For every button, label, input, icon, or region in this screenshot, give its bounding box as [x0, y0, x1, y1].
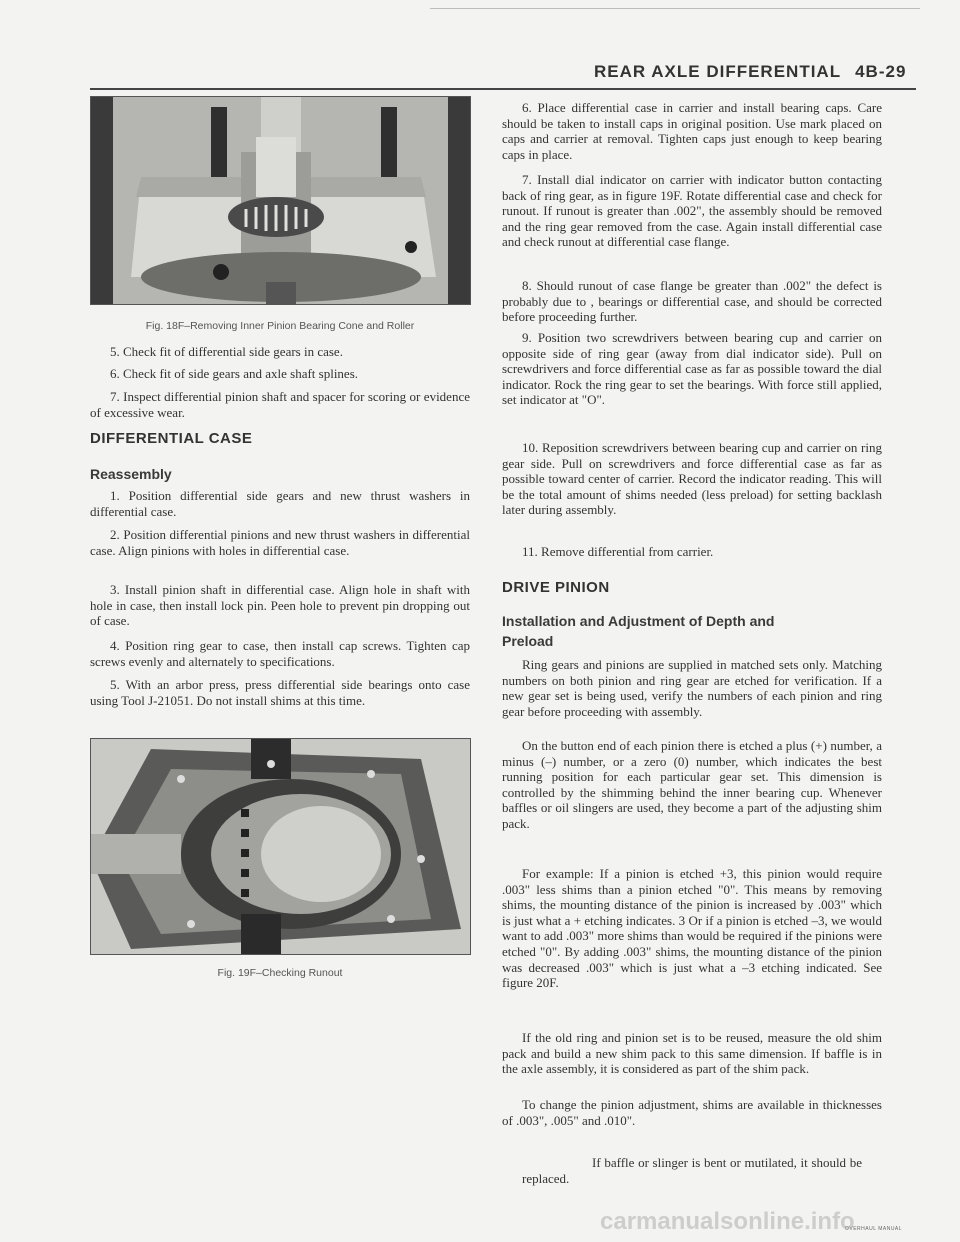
inspect-step-6: 6. Check fit of side gears and axle shaft splines.: [110, 366, 359, 381]
pinion-paragraph-1: Ring gears and pinions are supplied in matched sets only. Matching numbers on both pinion and ring gear are etched for verification. If a new gear set is being used, verify the numbers of each pinion and ring gear before proceeding with assembly.: [502, 657, 882, 719]
reassembly-step-3: 3. Install pinion shaft in differential case. Align hole in shaft with hole in case, then install lock pin. Peen hole to prevent pin dropping out of case.: [90, 582, 470, 629]
header-title: REAR AXLE DIFFERENTIAL: [594, 62, 842, 81]
watermark-text: carmanualsonline.info: [600, 1208, 855, 1235]
figure-19f-caption: Fig. 19F–Checking Runout: [217, 967, 343, 979]
figure-19f-photo: [90, 738, 471, 955]
subheading-installation-line1: Installation and Adjustment of Depth and: [502, 613, 775, 629]
pinion-paragraph-6: If baffle or slinger is bent or mutilated, it should be replaced.: [522, 1155, 862, 1186]
reassembly-step-4: 4. Position ring gear to case, then install cap screws. Tighten cap screws evenly and alternately to specifications.: [90, 638, 470, 669]
pinion-paragraph-4: If the old ring and pinion set is to be reused, measure the old shim pack and build a new shim pack to this same dimension. If baffle is in the axle assembly, it is considered as part of the shim pack.: [502, 1030, 882, 1077]
pinion-paragraph-2: On the button end of each pinion there is etched a plus (+) number, a minus (–) number, or a zero (0) number, which indicates the best running position for each particular gear set. This dimension is controlled by the shimming behind the inner bearing cup. Whenever baffles or oil slingers are used, they become a part of the adjusting shim pack.: [502, 738, 882, 831]
section-heading-differential-case: DIFFERENTIAL CASE: [90, 430, 253, 447]
carrier-step-10: 10. Reposition screwdrivers between bearing cup and carrier on ring gear side. Pull on screwdrivers and force differential case as far as possible toward center of carrier. Record the indicator reading. This will be the total amount of shims needed (less preload) for setting backlash later during assembly.: [502, 440, 882, 518]
subheading-installation-line2: Preload: [502, 633, 554, 649]
figure-18f-photo: [90, 96, 471, 305]
carrier-step-8: 8. Should runout of case flange be greater than .002" the defect is probably due to , bearings or differential case, and should be corrected before proceeding further.: [502, 278, 882, 325]
reassembly-step-5: 5. With an arbor press, press differential side bearings onto case using Tool J-21051. Do not install shims at this time.: [90, 677, 470, 708]
carrier-step-6: 6. Place differential case in carrier and install bearing caps. Care should be taken to install caps in original position. Use mark placed on caps and carrier at removal. Tighten caps just enough to keep bearing caps in place.: [502, 100, 882, 162]
runout-check-illustration: [91, 739, 470, 954]
carrier-step-9: 9. Position two screwdrivers between bearing cup and carrier on opposite side of ring gear (away from dial indicator side). Pull on screwdrivers and force differential case as far as possible toward the dial indicator. Rock the ring gear to set the bearings. With force still applied, set indicator at "O".: [502, 330, 882, 408]
carrier-step-7: 7. Install dial indicator on carrier with indicator button contacting back of ring gear, as in figure 19F. Rotate differential case and check for runout. If runout is greater than .002", the assembly should be removed and the ring gear removed from the case. Again install differential case and check runout at differential case flange.: [502, 172, 882, 250]
section-heading-drive-pinion: DRIVE PINION: [502, 579, 610, 596]
page-header: [594, 62, 914, 84]
press-bearing-illustration: [91, 97, 470, 304]
subheading-reassembly: Reassembly: [90, 466, 172, 482]
reassembly-step-2: 2. Position differential pinions and new thrust washers in differential case. Align pinions with holes in differential case.: [90, 527, 470, 558]
header-rule: [90, 88, 916, 90]
figure-18f-caption: Fig. 18F–Removing Inner Pinion Bearing Cone and Roller: [145, 320, 415, 332]
reassembly-step-1: 1. Position differential side gears and new thrust washers in differential case.: [90, 488, 470, 519]
inspect-step-7: 7. Inspect differential pinion shaft and spacer for scoring or evidence of excessive wear.: [90, 389, 470, 420]
footer-label: OVERHAUL MANUAL: [845, 1226, 903, 1232]
top-scan-line: [430, 8, 920, 9]
pinion-paragraph-5: To change the pinion adjustment, shims are available in thicknesses of .003", .005" and .010".: [502, 1097, 882, 1128]
pinion-paragraph-3: For example: If a pinion is etched +3, this pinion would require .003" less shims than a pinion etched "0". This means by removing shims, the mounting distance of the pinion is increased by .003" which is just what a + etching indicates. 3 Or if a pinion is etched –3, we would want to add .003" more shims than would be required if the pinions were etched "0". By adding .003" shims, the mounting distance of the pinion was decreased .003" which is just what a –3 etching indicated. See figure 20F.: [502, 866, 882, 991]
page-number: 4B-29: [855, 62, 907, 81]
carrier-step-11: 11. Remove differential from carrier.: [522, 544, 714, 559]
inspect-step-5: 5. Check fit of differential side gears in case.: [110, 344, 343, 359]
